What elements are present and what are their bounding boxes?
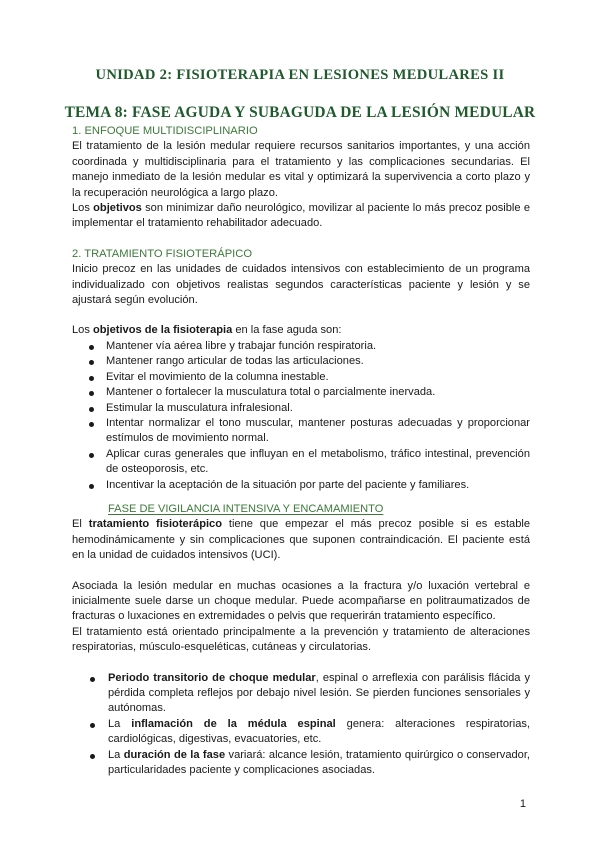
phase-paragraph-3: El tratamiento está orientado principalmente a la prevención y tratamiento de alteraciones respiratorias, músculo-esqueléticas, cutáneas y circulatorias. [72,625,530,654]
objectives-intro [72,323,530,338]
text-run: , espinal o arreflexia con parálisis flácida y pérdida completa reflejos por debajo nivel lesión. Se pierden funciones sensoriales y autónomas. [108,671,530,715]
bold-text: objetivos [93,202,142,215]
spacer [72,656,530,671]
bold-text: Periodo transitorio de choque medular [108,671,316,684]
list-item: Estimular la musculatura infralesional. [106,401,530,416]
document-body [72,124,530,778]
section-1-paragraph-2 [72,201,530,232]
list-item: Evitar el movimiento de la columna inestable. [106,370,530,385]
spacer [72,308,530,323]
section-2-heading: 2. TRATAMIENTO FISIOTERÁPICO [72,247,253,260]
section-1-heading: 1. ENFOQUE MULTIDISCIPLINARIO [72,125,258,137]
list-item: Aplicar curas generales que influyan en el metabolismo, tráfico intestinal, prevención de osteoporosis, etc. [106,447,530,478]
list-item: Mantener rango articular de todas las articulaciones. [106,354,530,369]
bold-text: inflamación de la médula espinal [131,717,336,730]
list-item: Incentivar la aceptación de la situación por parte del paciente y familiares. [106,478,530,493]
section-1-paragraph-1: El tratamiento de la lesión medular requiere recursos sanitarios importantes, y una acción coordinada y multidisciplinaria para el tratamiento y las complicaciones secundarias. El manejo inmediato de la lesión medular es vital y optimizará la supervivencia a corto plazo y la recuperación neurológica a largo plazo. [72,140,530,199]
text-run: son minimizar daño neurológico, movilizar al paciente lo más precoz posible e implementar el tratamiento rehabilitador adecuado. [72,202,531,230]
phase-list [72,671,530,779]
phase-paragraph-2: Asociada la lesión medular en muchas ocasiones a la fractura y/o luxación vertebral e inicialmente suele darse un choque medular. Puede acompañarse en politraumatizados de fracturas o luxaciones en extremidades o pelvis que requerirán tratamiento específico. [72,579,530,623]
spacer [72,493,530,502]
bold-text: duración de la fase [123,748,226,761]
list-item [108,748,530,779]
list-item: Mantener vía aérea libre y trabajar función respiratoria. [106,339,530,354]
text-run: Los [72,324,93,337]
bold-text: tratamiento fisioterápico [88,518,222,531]
text-run: La [108,748,124,761]
list-item [108,717,530,748]
spacer [72,564,530,579]
text-run: Los [72,202,94,215]
text-run: El [72,518,89,531]
page-number: 1 [519,798,526,810]
phase-paragraph-1 [72,517,530,563]
spacer [72,232,530,247]
tema-title: TEMA 8: FASE AGUDA Y SUBAGUDA DE LA LESIÓN MEDULAR [64,104,536,121]
unit-title: UNIDAD 2: FISIOTERAPIA EN LESIONES MEDULARES II [95,67,505,83]
text-run: La [108,717,132,730]
section-2-paragraph-1: Inicio precoz en las unidades de cuidados intensivos con establecimiento de un programa individualizado con objetivos realistas segundos características paciente y lesión y se ajustará según evolución. [72,263,530,307]
list-item [108,671,530,717]
text-run: variará: alcance lesión, tratamiento quirúrgico o conservador, particularidades paciente y complicaciones asociadas. [108,748,531,777]
phase-heading: FASE DE VIGILANCIA INTENSIVA Y ENCAMAMIENTO [108,502,384,515]
bold-text: objetivos de la fisioterapia [92,324,233,337]
text-run: tiene que empezar el más precoz posible si es estable hemodinámicamente y sin complicaciones que suponen contraindicación. El paciente está en la unidad de cuidados intensivos (UCI). [72,518,530,562]
text-run: en la fase aguda son: [232,324,342,337]
text-run: genera: alteraciones respiratorias, cardiológicas, digestivas, evacuatories, etc. [108,717,531,746]
list-item: Mantener o fortalecer la musculatura total o parcialmente inervada. [106,385,530,400]
list-item: Intentar normalizar el tono muscular, mantener posturas adecuadas y proporcionar estímulos de movimiento normal. [106,416,530,447]
objectives-list [72,339,530,493]
